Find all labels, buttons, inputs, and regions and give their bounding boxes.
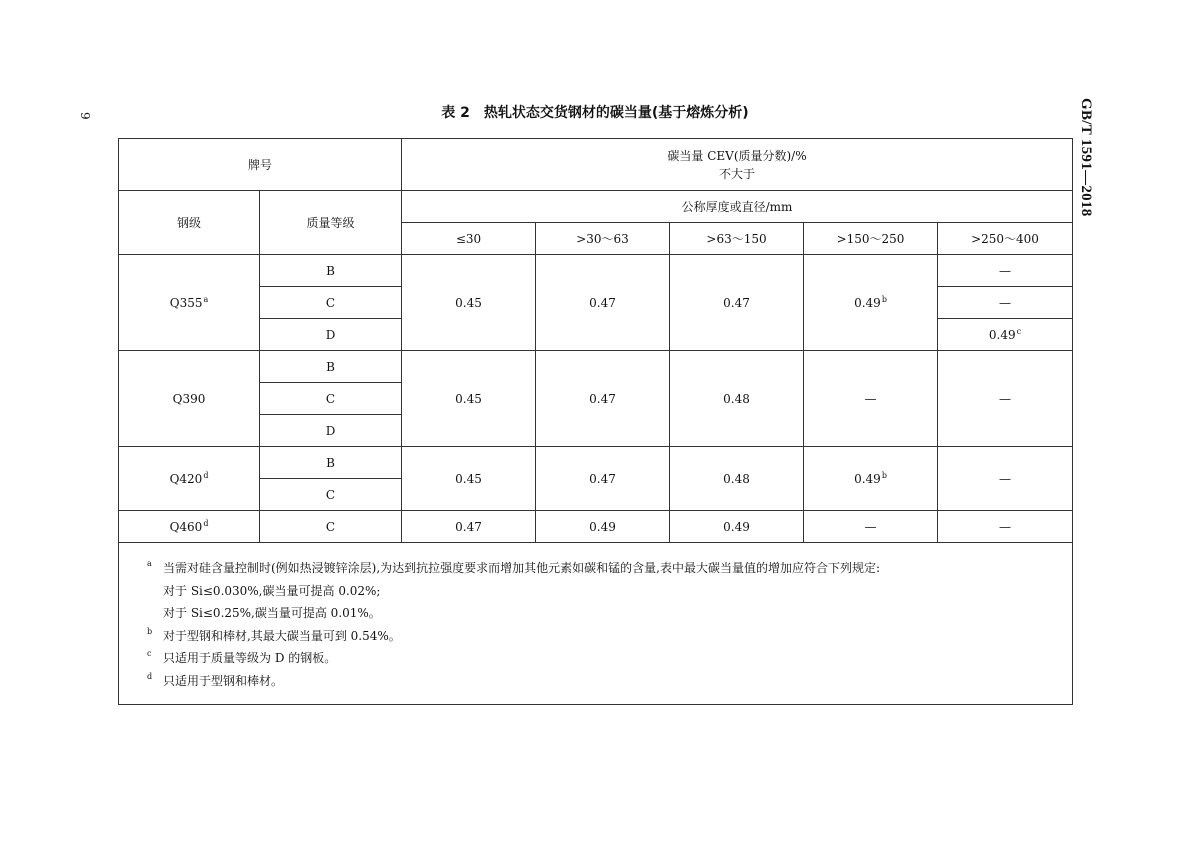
note-text: 对于型钢和棒材,其最大碳当量可到 0.54%。 (163, 628, 401, 643)
grade-cell (119, 511, 260, 543)
table-row (119, 447, 1073, 479)
value-cell: 0.45 (402, 447, 536, 511)
header-range: >250～400 (938, 223, 1073, 255)
value-cell: 0.47 (670, 255, 804, 351)
value-cell: 0.48 (670, 351, 804, 447)
value-cell: 0.45 (402, 255, 536, 351)
value-cell: — (804, 351, 938, 447)
value-cell: 0.48 (670, 447, 804, 511)
table-row (119, 351, 1073, 383)
quality-cell: C (260, 383, 402, 415)
table-row (119, 511, 1073, 543)
grade-label: Q355 (169, 295, 203, 310)
table-caption (118, 102, 1072, 122)
note-text: 对于 Si≤0.030%,碳当量可提高 0.02%; (163, 583, 381, 598)
value-text: 0.49 (854, 295, 881, 310)
quality-cell: C (260, 479, 402, 511)
value-cell: 0.47 (536, 255, 670, 351)
header-range: >63～150 (670, 223, 804, 255)
quality-cell: C (260, 287, 402, 319)
header-grade: 牌号 (119, 139, 402, 191)
table-title: 热轧状态交货钢材的碳当量(基于熔炼分析) (483, 105, 749, 121)
quality-cell: B (260, 255, 402, 287)
value-cell (804, 255, 938, 351)
header-row (119, 191, 1073, 223)
value-cell: — (938, 351, 1073, 447)
note-marker: d (147, 671, 153, 681)
value-cell: — (938, 511, 1073, 543)
table-note (147, 625, 1072, 648)
carbon-equivalent-table (118, 138, 1073, 705)
value-cell: — (938, 255, 1073, 287)
grade-label: Q460 (169, 519, 203, 534)
quality-cell: D (260, 415, 402, 447)
note-marker: a (147, 559, 152, 568)
note-text: 对于 Si≤0.25%,碳当量可提高 0.01%。 (163, 606, 381, 620)
header-range: >150～250 (804, 223, 938, 255)
note-marker: c (147, 649, 152, 658)
value-cell: 0.47 (536, 447, 670, 511)
note-text: 当需对硅含量控制时(例如热浸镀锌涂层),为达到抗拉强度要求而增加其他元素如碳和锰的含量,表中最大碳当量值的增加应符合下列规定: (163, 561, 881, 575)
grade-cell (119, 255, 260, 351)
value-cell: 0.49 (670, 511, 804, 543)
quality-cell: B (260, 447, 402, 479)
note-text: 只适用于质量等级为 D 的钢板。 (163, 651, 337, 665)
value-cell: — (938, 287, 1073, 319)
footnote-marker: b (881, 470, 887, 480)
footnote-marker: d (203, 518, 209, 528)
value-cell: — (938, 447, 1073, 511)
header-range: ≤30 (402, 223, 536, 255)
header-row (119, 139, 1073, 191)
quality-cell: D (260, 319, 402, 351)
notes-row (119, 543, 1073, 705)
value-cell: — (804, 511, 938, 543)
header-cev-line2: 不大于 (719, 166, 756, 181)
grade-label: Q420 (169, 471, 203, 486)
table-note (147, 557, 1072, 580)
grade-cell (119, 447, 260, 511)
standard-code: GB/T 1591—2018 (1078, 98, 1094, 217)
header-thickness: 公称厚度或直径/mm (402, 191, 1073, 223)
page-number: 9 (78, 112, 92, 120)
table-notes (119, 543, 1073, 705)
value-cell (804, 447, 938, 511)
header-steel-grade: 钢级 (119, 191, 260, 255)
value-text: 0.49 (854, 471, 881, 486)
value-cell: 0.47 (402, 511, 536, 543)
table-note (147, 670, 1072, 693)
note-marker: b (147, 626, 153, 636)
grade-cell: Q390 (119, 351, 260, 447)
value-text: 0.49 (988, 327, 1016, 342)
footnote-marker: d (203, 470, 209, 480)
footnote-marker: b (881, 294, 887, 304)
value-cell (938, 319, 1073, 351)
footnote-marker: a (203, 294, 209, 304)
value-cell: 0.47 (536, 351, 670, 447)
value-cell: 0.45 (402, 351, 536, 447)
value-cell: 0.49 (536, 511, 670, 543)
header-cev-line1: 碳当量 CEV(质量分数)/% (667, 148, 807, 163)
table-note (147, 602, 1072, 625)
note-text: 只适用于型钢和棒材。 (163, 673, 284, 688)
quality-cell: B (260, 351, 402, 383)
table-note (147, 647, 1072, 670)
footnote-marker: c (1016, 326, 1022, 336)
header-range: >30～63 (536, 223, 670, 255)
quality-cell: C (260, 511, 402, 543)
header-quality-grade: 质量等级 (260, 191, 402, 255)
table-row (119, 255, 1073, 287)
table-number: 表 2 (441, 105, 470, 121)
header-cev (402, 139, 1073, 191)
table-note (147, 580, 1072, 603)
